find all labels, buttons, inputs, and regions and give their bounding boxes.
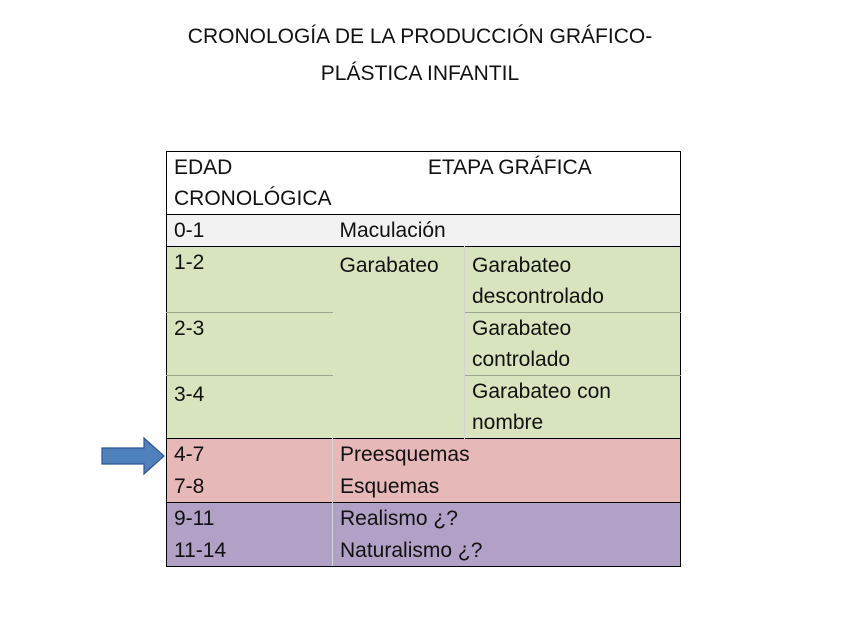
cell-edad: 2-3: [167, 313, 333, 376]
cell-substage: [465, 247, 681, 313]
substage-line2: nombre: [472, 411, 544, 434]
cell-etapa: Realismo ¿?: [333, 503, 681, 535]
table-row: [167, 535, 681, 567]
header-etapa: ETAPA GRÁFICA: [333, 152, 681, 215]
cell-etapa: Preesquemas: [333, 439, 681, 471]
title-line-2: PLÁSTICA INFANTIL: [320, 62, 520, 85]
cell-edad: 4-7: [167, 439, 333, 471]
header-edad-line2: CRONOLÓGICA: [174, 187, 332, 210]
cell-edad: 7-8: [167, 471, 333, 503]
title-line-1: CRONOLOGÍA DE LA PRODUCCIÓN GRÁFICO-: [187, 25, 653, 48]
substage-line2: descontrolado: [472, 285, 604, 308]
cell-edad: 1-2: [167, 247, 333, 313]
cell-etapa: Esquemas: [333, 471, 681, 503]
cell-edad-text: 3-4: [174, 383, 205, 406]
arrow-right-icon: [101, 437, 165, 475]
substage-line2: controlado: [472, 348, 571, 371]
header-edad: [167, 152, 333, 215]
substage-line1: Garabateo: [472, 317, 572, 340]
cell-edad: 0-1: [167, 215, 333, 247]
cell-substage: [465, 313, 681, 376]
table-row: [167, 503, 681, 535]
cell-edad: 9-11: [167, 503, 333, 535]
table-row: [167, 215, 681, 247]
header-edad-line1: EDAD: [174, 156, 233, 179]
table-row: [167, 439, 681, 471]
cell-edad: [167, 376, 333, 439]
cell-garabateo: Garabateo: [333, 247, 465, 439]
substage-line1: Garabateo con: [472, 380, 611, 403]
table-row: [167, 471, 681, 503]
substage-line1: Garabateo: [472, 254, 572, 277]
table-row: [167, 247, 681, 313]
table-header-row: [167, 152, 681, 215]
cell-etapa: Naturalismo ¿?: [333, 535, 681, 567]
cell-etapa: Maculación: [333, 215, 681, 247]
chronology-table: [166, 151, 681, 567]
cell-edad: 11-14: [167, 535, 333, 567]
page-title: [140, 18, 700, 92]
cell-substage: [465, 376, 681, 439]
